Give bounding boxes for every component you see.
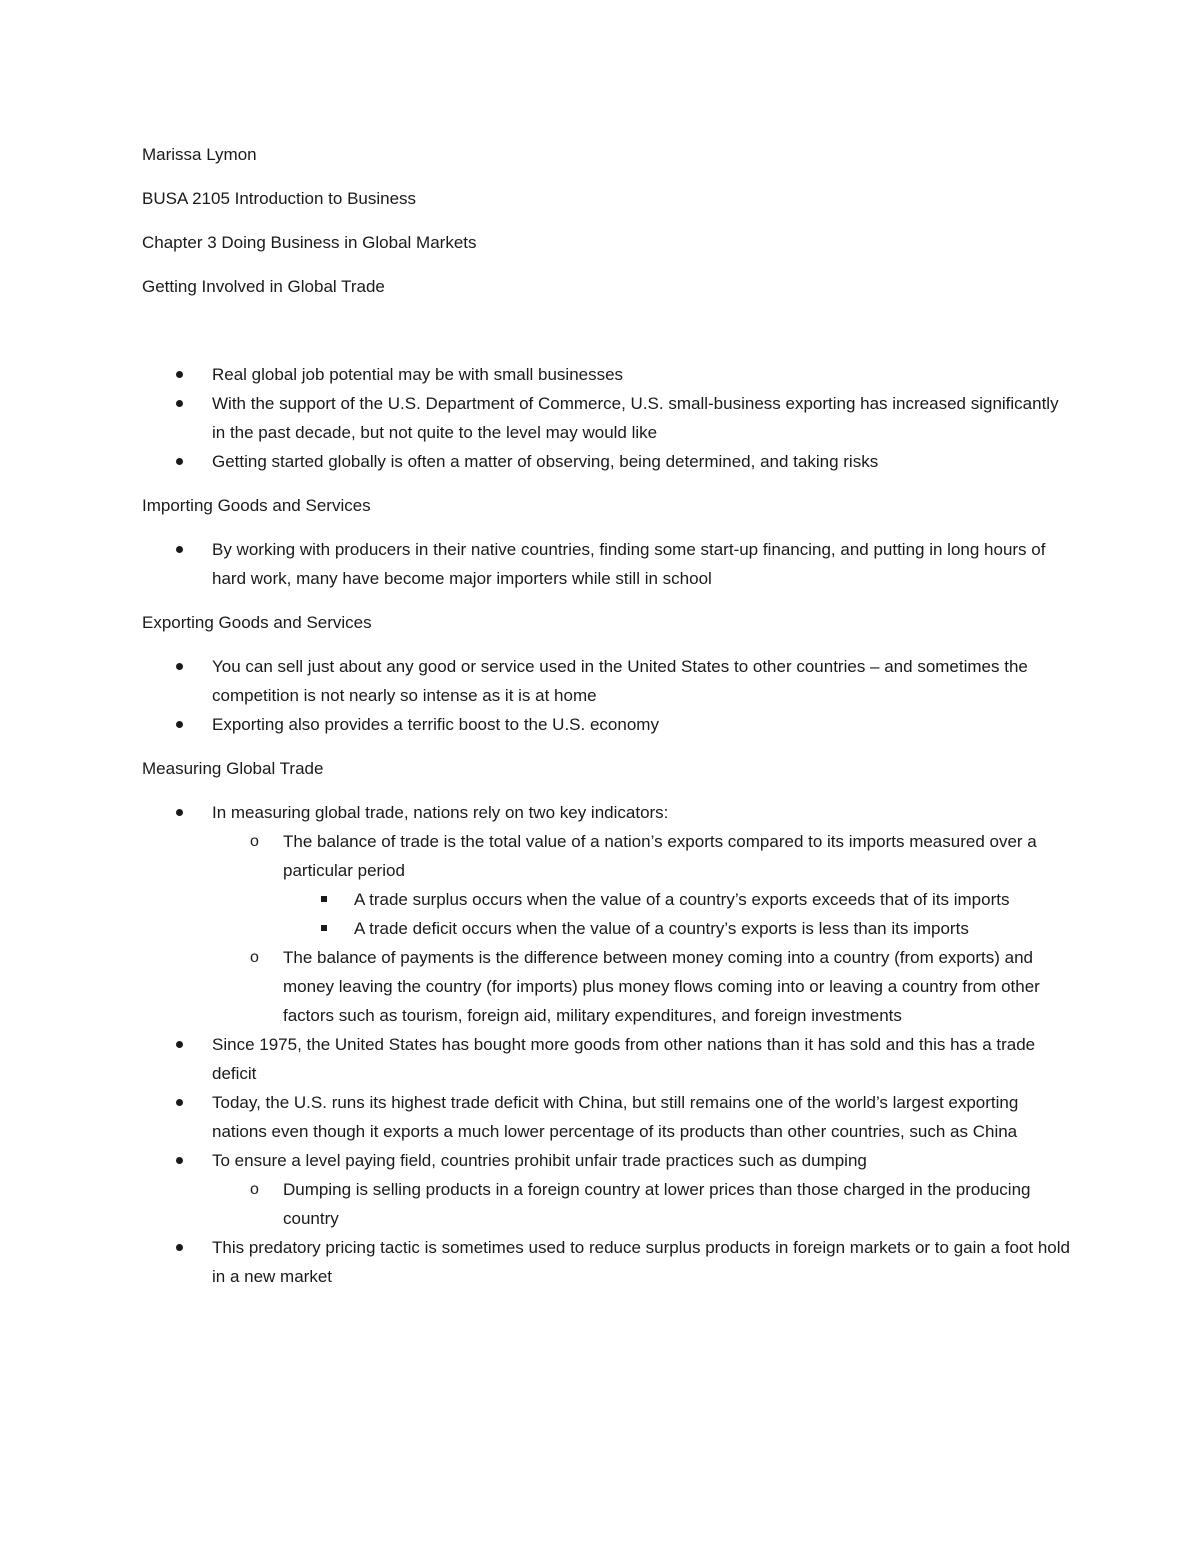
- list-item-text: In measuring global trade, nations rely on two key indicators:: [212, 803, 669, 822]
- sub-list: [212, 827, 1070, 1030]
- list-item: By working with producers in their native countries, finding some start-up financing, and putting in long hours of hard work, many have become major importers while still in school: [142, 535, 1070, 593]
- list-item-text: To ensure a level paying field, countries prohibit unfair trade practices such as dumping: [212, 1151, 867, 1170]
- topic-title: Getting Involved in Global Trade: [142, 277, 385, 296]
- sub-list-item: [212, 827, 1070, 943]
- author-name: Marissa Lymon: [142, 145, 257, 164]
- list-item: Today, the U.S. runs its highest trade deficit with China, but still remains one of the world’s largest exporting nations even though it exports a much lower percentage of its products than other countries, such as China: [142, 1088, 1070, 1146]
- section-heading-exporting: Exporting Goods and Services: [142, 613, 372, 632]
- list-item: [142, 798, 1070, 1030]
- sub-sub-list-item: A trade deficit occurs when the value of a country’s exports is less than its imports: [283, 914, 1070, 943]
- importing-list: [142, 535, 1070, 593]
- list-item: Real global job potential may be with small businesses: [142, 360, 1070, 389]
- list-item: Getting started globally is often a matter of observing, being determined, and taking risks: [142, 447, 1070, 476]
- list-item: Exporting also provides a terrific boost to the U.S. economy: [142, 710, 1070, 739]
- sub-list: [212, 1175, 1070, 1233]
- sub-list-item: o The balance of payments is the difference between money coming into a country (from exports) and money leaving the country (for imports) plus money flows coming into or leaving a country from other factors such as tourism, foreign aid, military expenditures, and foreign investments: [212, 943, 1070, 1030]
- section-heading-importing: Importing Goods and Services: [142, 496, 371, 515]
- involved-list: [142, 360, 1070, 476]
- list-item: Since 1975, the United States has bought more goods from other nations than it has sold and this has a trade deficit: [142, 1030, 1070, 1088]
- sub-list-item-text: The balance of trade is the total value of a nation’s exports compared to its imports measured over a particular period: [283, 832, 1037, 880]
- list-item: You can sell just about any good or service used in the United States to other countries – and sometimes the competition is not nearly so intense as it is at home: [142, 652, 1070, 710]
- sub-sub-list-item: A trade surplus occurs when the value of a country’s exports exceeds that of its imports: [283, 885, 1070, 914]
- section-heading-measuring: Measuring Global Trade: [142, 759, 324, 778]
- measuring-list: [142, 798, 1070, 1291]
- list-item: With the support of the U.S. Department of Commerce, U.S. small-business exporting has increased significantly in the past decade, but not quite to the level may would like: [142, 389, 1070, 447]
- chapter-title: Chapter 3 Doing Business in Global Markets: [142, 233, 477, 252]
- list-item: This predatory pricing tactic is sometimes used to reduce surplus products in foreign markets or to gain a foot hold in a new market: [142, 1233, 1070, 1291]
- course-title: BUSA 2105 Introduction to Business: [142, 189, 417, 208]
- list-item: [142, 1146, 1070, 1233]
- sub-list-item: o Dumping is selling products in a foreign country at lower prices than those charged in the producing country: [212, 1175, 1070, 1233]
- sub-sub-list: [283, 885, 1070, 943]
- spacer: [142, 316, 1070, 360]
- exporting-list: [142, 652, 1070, 739]
